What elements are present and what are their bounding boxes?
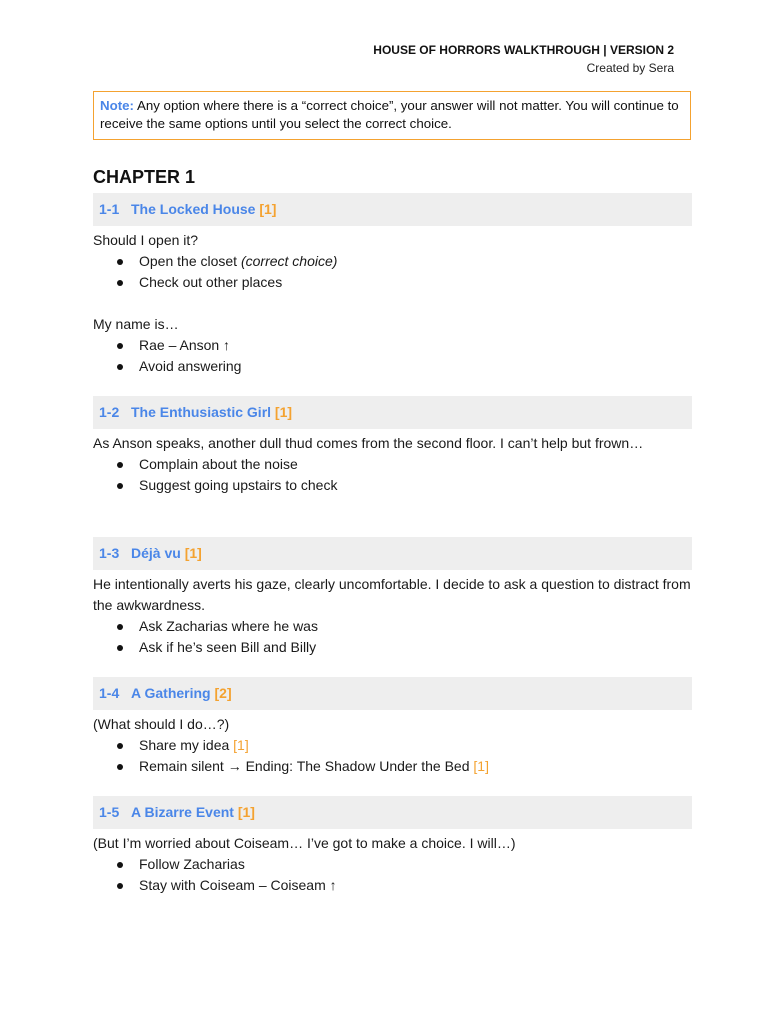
option-item <box>93 637 692 658</box>
option-text: Remain silent → Ending: The Shadow Under the Bed <box>139 758 474 774</box>
option-text: Complain about the noise <box>139 456 298 472</box>
option-list <box>93 335 692 377</box>
section-title: The Enthusiastic Girl <box>131 404 272 420</box>
option-item <box>93 756 692 777</box>
prompt-text: As Anson speaks, another dull thud comes from the second floor. I can’t help but frown… <box>93 435 644 451</box>
bullet-icon <box>117 883 123 889</box>
note-box <box>93 91 691 140</box>
section-heading <box>93 193 692 226</box>
section-tag: [1] <box>237 804 255 820</box>
option-text: Ask Zacharias where he was <box>139 618 318 634</box>
section-heading <box>93 537 692 570</box>
option-text: Avoid answering <box>139 358 242 374</box>
prompt-text: My name is… <box>93 316 179 332</box>
section-title: The Locked House <box>131 201 256 217</box>
option-text: Check out other places <box>139 274 283 290</box>
section-1-5 <box>93 796 692 896</box>
section-heading <box>93 796 692 829</box>
option-list <box>93 735 692 777</box>
prompt-text: He intentionally averts his gaze, clearly uncomfortable. I decide to ask a question to distract from the awkwardness. <box>93 576 691 613</box>
option-text: Ask if he’s seen Bill and Billy <box>139 639 317 655</box>
document-header <box>373 41 674 77</box>
note-label: Note: <box>100 98 134 113</box>
section-title: A Bizarre Event <box>131 804 234 820</box>
option-tag: [1] <box>233 737 249 753</box>
option-item <box>93 251 692 272</box>
bullet-icon <box>117 483 123 489</box>
section-title: Déjà vu <box>131 545 181 561</box>
bullet-icon <box>117 259 123 265</box>
chapter-heading: CHAPTER 1 <box>93 167 196 187</box>
note-text: Any option where there is a “correct choice”, your answer will not matter. You will continue to receive the same options until you select the correct choice. <box>100 98 679 131</box>
section-number: 1-5 <box>99 804 120 820</box>
option-list <box>93 251 692 293</box>
section-number: 1-3 <box>99 545 120 561</box>
bullet-icon <box>117 764 123 770</box>
section-1-2 <box>93 396 692 496</box>
option-note: (correct choice) <box>240 253 338 269</box>
document-title: HOUSE OF HORRORS WALKTHROUGH | VERSION 2 <box>373 43 674 57</box>
option-text: Suggest going upstairs to check <box>139 477 338 493</box>
prompt-text: (What should I do…?) <box>93 716 230 732</box>
option-item <box>93 735 692 756</box>
bullet-icon <box>117 280 123 286</box>
option-text: Rae – Anson ↑ <box>139 337 231 353</box>
section-1-3 <box>93 537 692 658</box>
bullet-icon <box>117 743 123 749</box>
option-text: Follow Zacharias <box>139 856 245 872</box>
section-tag: [2] <box>214 685 232 701</box>
section-heading <box>93 677 692 710</box>
option-tag: [1] <box>473 758 489 774</box>
section-1-4 <box>93 677 692 777</box>
option-item <box>93 272 692 293</box>
option-item <box>93 854 692 875</box>
prompt-text: (But I’m worried about Coiseam… I’ve got to make a choice. I will…) <box>93 835 516 851</box>
bullet-icon <box>117 645 123 651</box>
section-tag: [1] <box>274 404 293 420</box>
option-item <box>93 335 692 356</box>
section-title: A Gathering <box>131 685 211 701</box>
option-item <box>93 454 692 475</box>
option-list <box>93 616 692 658</box>
bullet-icon <box>117 862 123 868</box>
section-tag: [1] <box>259 201 277 217</box>
section-number: 1-2 <box>99 404 120 420</box>
prompt-text: Should I open it? <box>93 232 199 248</box>
bullet-icon <box>117 462 123 468</box>
option-item <box>93 475 692 496</box>
option-list <box>93 854 692 896</box>
section-tag: [1] <box>184 545 202 561</box>
document-author: Created by Sera <box>586 61 674 75</box>
section-heading <box>93 396 692 429</box>
option-text: Share my idea <box>139 737 234 753</box>
section-number: 1-4 <box>99 685 120 701</box>
bullet-icon <box>117 343 123 349</box>
option-text: Stay with Coiseam – Coiseam ↑ <box>139 877 337 893</box>
option-item <box>93 875 692 896</box>
bullet-icon <box>117 624 123 630</box>
section-number: 1-1 <box>99 201 120 217</box>
section-1-1 <box>93 193 692 377</box>
option-item <box>93 356 692 377</box>
option-text: Open the closet <box>139 253 241 269</box>
bullet-icon <box>117 364 123 370</box>
option-item <box>93 616 692 637</box>
option-list <box>93 454 692 496</box>
